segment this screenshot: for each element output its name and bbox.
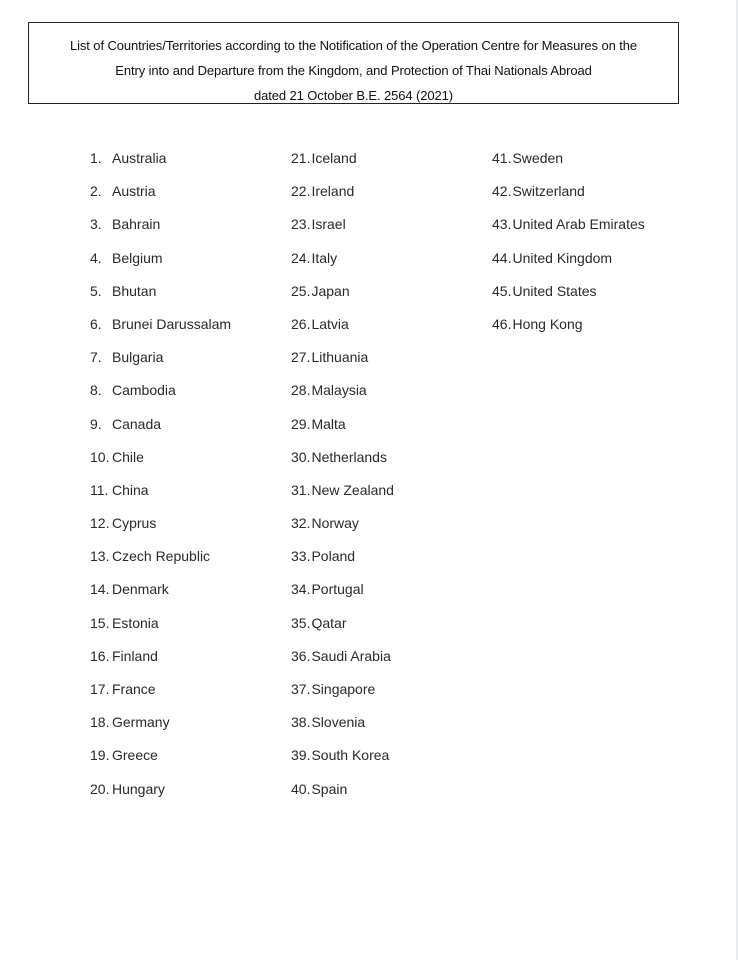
country-column-1 <box>90 150 231 814</box>
item-number: 12. <box>90 515 110 532</box>
item-number: 16. <box>90 647 110 664</box>
country-name: United Arab Emirates <box>512 216 645 233</box>
list-item <box>291 515 394 548</box>
country-name: Hungary <box>112 780 165 797</box>
item-number: 45. <box>492 282 512 299</box>
list-item <box>291 648 394 681</box>
country-name: New Zealand <box>311 481 394 498</box>
item-number: 17. <box>90 681 110 697</box>
item-number: 33. <box>291 548 311 565</box>
item-number: 15. <box>90 614 110 631</box>
country-name: Poland <box>311 548 356 565</box>
list-item <box>291 150 394 183</box>
item-number: 11. <box>90 481 109 498</box>
country-name: Hong Kong <box>512 315 583 332</box>
list-item <box>291 216 394 249</box>
item-number: 35. <box>291 614 311 631</box>
item-number: 26. <box>291 315 311 332</box>
country-name: Switzerland <box>512 183 585 200</box>
item-number: 22. <box>291 183 311 200</box>
country-name: Bahrain <box>112 216 161 233</box>
item-number: 10. <box>90 448 110 465</box>
country-name: China <box>112 481 149 498</box>
country-name: Cyprus <box>112 515 157 532</box>
list-item <box>291 250 394 283</box>
item-number: 3. <box>90 216 102 233</box>
item-number: 27. <box>291 349 311 366</box>
item-number: 24. <box>291 249 311 266</box>
country-name: Qatar <box>311 614 347 631</box>
list-item <box>90 747 231 780</box>
country-name: Norway <box>311 515 359 532</box>
title-line-2: Entry into and Departure from the Kingdom, and Protection of Thai Nationals Abroad <box>115 63 592 78</box>
list-item <box>90 349 231 382</box>
country-name: Latvia <box>311 315 349 332</box>
country-name: Portugal <box>311 581 364 598</box>
country-name: South Korea <box>311 747 390 764</box>
country-name: Italy <box>311 249 338 266</box>
item-number: 25. <box>291 282 311 299</box>
list-item <box>291 449 394 482</box>
list-item <box>90 581 231 614</box>
country-name: Czech Republic <box>112 548 211 565</box>
list-item <box>291 681 394 714</box>
country-name: United Kingdom <box>512 249 613 266</box>
item-number: 21. <box>291 150 311 166</box>
item-number: 28. <box>291 382 311 399</box>
list-item <box>291 581 394 614</box>
country-name: Denmark <box>112 581 169 598</box>
list-item <box>90 615 231 648</box>
item-number: 37. <box>291 681 311 697</box>
country-name: Austria <box>112 183 156 200</box>
list-item <box>291 382 394 415</box>
item-number: 19. <box>90 747 110 764</box>
item-number: 41. <box>492 150 512 166</box>
list-item <box>291 349 394 382</box>
list-item <box>291 781 394 814</box>
item-number: 36. <box>291 647 311 664</box>
list-item <box>492 183 645 216</box>
list-item <box>90 648 231 681</box>
item-number: 1. <box>90 150 102 166</box>
list-item <box>492 216 645 249</box>
list-item <box>291 482 394 515</box>
item-number: 43. <box>492 216 512 233</box>
item-number: 30. <box>291 448 311 465</box>
list-item <box>492 316 645 349</box>
country-name: Chile <box>112 448 144 465</box>
list-item <box>90 150 231 183</box>
list-item <box>291 714 394 747</box>
item-number: 32. <box>291 515 311 532</box>
list-item <box>90 681 231 714</box>
country-name: Brunei Darussalam <box>112 315 232 332</box>
list-item <box>291 615 394 648</box>
country-name: France <box>112 681 156 697</box>
item-number: 34. <box>291 581 311 598</box>
list-item <box>90 316 231 349</box>
item-number: 6. <box>90 315 102 332</box>
item-number: 20. <box>90 780 110 797</box>
item-number: 23. <box>291 216 311 233</box>
list-item <box>90 482 231 515</box>
item-number: 42. <box>492 183 512 200</box>
list-item <box>90 183 231 216</box>
list-item <box>492 250 645 283</box>
list-item <box>90 382 231 415</box>
country-name: Bulgaria <box>112 349 164 366</box>
item-number: 13. <box>90 548 110 565</box>
item-number: 7. <box>90 349 102 366</box>
country-name: Cambodia <box>112 382 176 399</box>
item-number: 38. <box>291 714 311 731</box>
title-line-1: List of Countries/Territories according to the Notification of the Operation Centre for Measures on the <box>69 38 638 53</box>
country-name: Germany <box>112 714 170 731</box>
list-item <box>90 416 231 449</box>
item-number: 8. <box>90 382 102 399</box>
country-name: Netherlands <box>311 448 387 465</box>
country-name: United States <box>512 282 597 299</box>
item-number: 29. <box>291 415 311 432</box>
title-line-3: dated 21 October B.E. 2564 (2021) <box>253 88 454 103</box>
country-name: Canada <box>112 415 162 432</box>
list-item <box>90 449 231 482</box>
list-item <box>291 316 394 349</box>
country-column-3 <box>492 150 645 349</box>
list-item <box>90 714 231 747</box>
list-item <box>90 216 231 249</box>
list-item <box>90 515 231 548</box>
country-name: Malta <box>311 415 346 432</box>
country-name: Iceland <box>311 150 357 166</box>
country-name: Finland <box>112 647 158 664</box>
item-number: 44. <box>492 249 512 266</box>
country-name: Greece <box>112 747 158 764</box>
country-name: Malaysia <box>311 382 367 399</box>
list-item <box>492 150 645 183</box>
country-name: Sweden <box>512 150 564 166</box>
country-name: Estonia <box>112 614 159 631</box>
item-number: 39. <box>291 747 311 764</box>
list-item <box>291 183 394 216</box>
country-name: Bhutan <box>112 282 157 299</box>
item-number: 18. <box>90 714 110 731</box>
list-item <box>90 250 231 283</box>
list-item <box>90 548 231 581</box>
list-item <box>291 283 394 316</box>
list-item <box>291 548 394 581</box>
list-item <box>492 283 645 316</box>
country-name: Ireland <box>311 183 355 200</box>
item-number: 31. <box>291 481 311 498</box>
item-number: 46. <box>492 315 512 332</box>
list-item <box>291 416 394 449</box>
title-box <box>28 22 679 104</box>
country-column-2 <box>291 150 394 814</box>
country-name: Spain <box>311 780 348 797</box>
item-number: 5. <box>90 282 102 299</box>
country-name: Belgium <box>112 249 163 266</box>
item-number: 4. <box>90 249 102 266</box>
list-item <box>90 283 231 316</box>
item-number: 9. <box>90 415 102 432</box>
item-number: 2. <box>90 183 102 200</box>
country-name: Singapore <box>311 681 376 697</box>
country-name: Slovenia <box>311 714 366 731</box>
country-name: Israel <box>311 216 346 233</box>
country-name: Saudi Arabia <box>311 647 391 664</box>
country-name: Japan <box>311 282 350 299</box>
item-number: 40. <box>291 780 311 797</box>
list-item <box>90 781 231 814</box>
list-item <box>291 747 394 780</box>
country-name: Lithuania <box>311 349 369 366</box>
country-name: Australia <box>112 150 167 166</box>
item-number: 14. <box>90 581 110 598</box>
